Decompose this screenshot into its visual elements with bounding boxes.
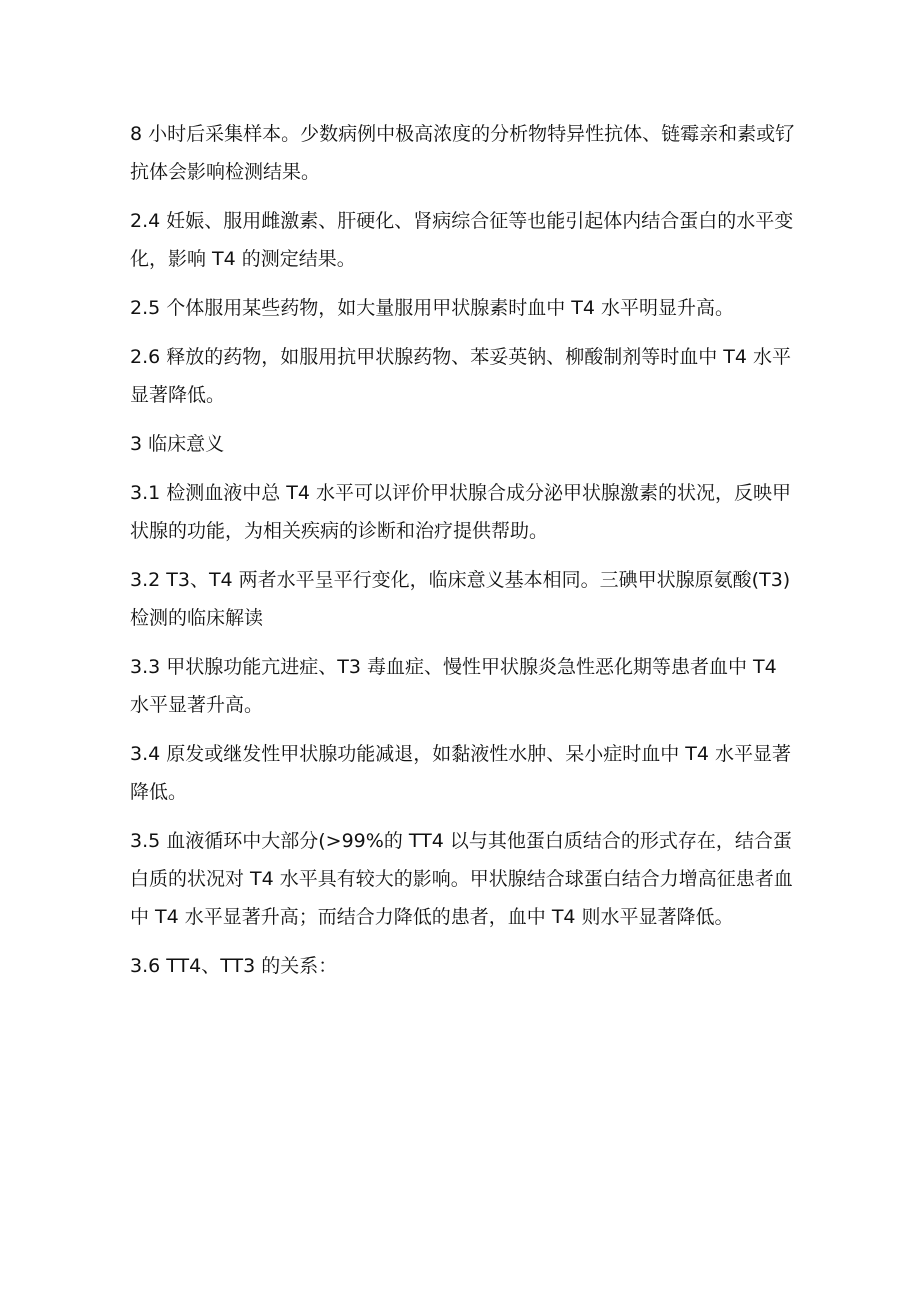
paragraph-3-1: 3.1 检测血液中总 T4 水平可以评价甲状腺合成分泌甲状腺激素的状况，反映甲状腺的功能，为相关疾病的诊断和治疗提供帮助。 (130, 482, 792, 542)
paragraph-3-2: 3.2 T3、T4 两者水平呈平行变化，临床意义基本相同。三碘甲状腺原氨酸(T3)检测的临床解读 (130, 569, 791, 629)
section-heading-clinical-significance: 3 临床意义 (130, 433, 225, 455)
paragraph-sample-collection: 8 小时后采集样本。少数病例中极高浓度的分析物特异性抗体、链霉亲和素或钌抗体会影响检测结果。 (130, 123, 795, 183)
paragraph-2-4: 2.4 妊娠、服用雌激素、肝硬化、肾病综合征等也能引起体内结合蛋白的水平变化，影响 T4 的测定结果。 (130, 210, 794, 270)
paragraph-2-5: 2.5 个体服用某些药物，如大量服用甲状腺素时血中 T4 水平明显升高。 (130, 297, 735, 319)
paragraph-2-6: 2.6 释放的药物，如服用抗甲状腺药物、苯妥英钠、柳酸制剂等时血中 T4 水平显著降低。 (130, 346, 792, 406)
paragraph-3-3: 3.3 甲状腺功能亢进症、T3 毒血症、慢性甲状腺炎急性恶化期等患者血中 T4 水平显著升高。 (130, 656, 777, 716)
paragraph-3-4: 3.4 原发或继发性甲状腺功能减退，如黏液性水肿、呆小症时血中 T4 水平显著降低。 (130, 743, 792, 803)
paragraph-3-5: 3.5 血液循环中大部分(>99%的 TT4 以与其他蛋白质结合的形式存在，结合蛋白质的状况对 T4 水平具有较大的影响。甲状腺结合球蛋白结合力增高征患者血中 T4 水平显著升高；而结合力降低的患者，血中 T4 则水平显著降低。 (130, 830, 793, 928)
paragraph-3-6: 3.6 TT4、TT3 的关系： (130, 955, 338, 977)
document-body (130, 115, 796, 996)
